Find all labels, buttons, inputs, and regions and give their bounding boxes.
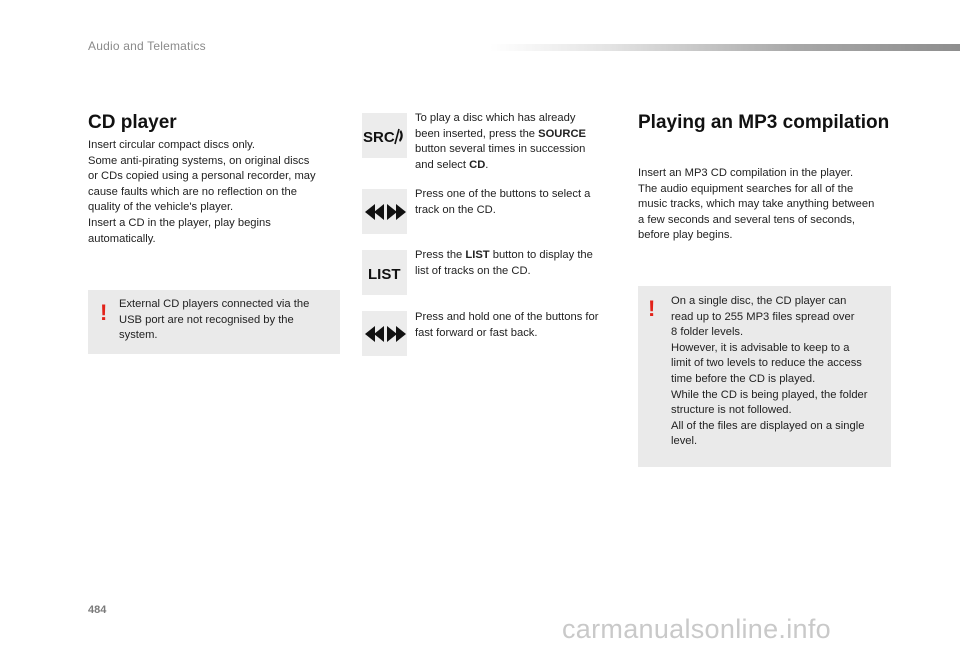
watermark-link[interactable]: carmanualsonline.info <box>562 614 831 644</box>
step-line: and select CD. <box>415 158 489 171</box>
cd-player-body <box>88 138 338 247</box>
warning-line: While the CD is being played, the folder <box>671 388 868 401</box>
body-line: The audio equipment searches for all of the <box>638 182 854 195</box>
warning-line: External CD players connected via the <box>119 298 310 310</box>
mp3-warning-box <box>638 286 891 467</box>
warning-line: read up to 255 MP3 files spread over <box>671 310 855 323</box>
list-label: LIST <box>367 265 400 283</box>
step-line: Press one of the buttons to select a <box>415 188 591 200</box>
warning-line: However, it is advisable to keep to a <box>671 341 850 354</box>
warning-icon: ! <box>100 300 108 325</box>
step-line: been inserted, press the SOURCE <box>415 127 587 140</box>
prev-next-icon-box <box>362 189 407 234</box>
body-line: music tracks, which may take anything between <box>638 198 875 211</box>
step-2-text <box>415 187 615 218</box>
body-line: Insert an MP3 CD compilation in the player. <box>638 167 854 179</box>
warning-line: All of the files are displayed on a single <box>671 419 865 432</box>
warning-line: structure is not followed. <box>671 404 792 417</box>
previous-next-icon <box>364 326 406 342</box>
step-line: list of tracks on the CD. <box>415 264 531 277</box>
warning-line: system. <box>119 329 158 342</box>
page-number: 484 <box>88 604 107 616</box>
body-line: cause faults which are no reflection on the <box>88 185 297 198</box>
previous-next-icon <box>364 204 406 220</box>
src-phone-icon <box>362 124 407 148</box>
mp3-body <box>638 166 898 244</box>
mp3-heading: Playing an MP3 compilation <box>638 112 890 133</box>
body-line: Insert circular compact discs only. <box>88 139 256 151</box>
step-line: button several times in succession <box>415 143 586 156</box>
cd-player-heading: CD player <box>88 112 177 133</box>
step-4-text <box>415 310 615 341</box>
step-line: fast forward or fast back. <box>415 326 538 339</box>
mp3-warning-text <box>671 294 886 450</box>
warning-line: level. <box>671 435 698 448</box>
list-icon <box>365 263 405 283</box>
step-line: To play a disc which has already <box>415 112 576 124</box>
step-line: Press the LIST button to display the <box>415 249 593 261</box>
warning-icon: ! <box>648 296 656 321</box>
src-label: SRC <box>363 128 395 146</box>
warning-line: limit of two levels to reduce the access <box>671 357 862 370</box>
cd-warning-text <box>119 297 334 344</box>
body-line: Some anti-pirating systems, on original discs <box>88 154 310 167</box>
cd-warning-box <box>88 290 340 354</box>
step-1-text <box>415 111 615 173</box>
prev-next-icon-box <box>362 311 407 356</box>
step-line: track on the CD. <box>415 203 496 216</box>
warning-line: 8 folder levels. <box>671 326 744 339</box>
body-line: or CDs copied using a personal recorder, may <box>88 170 316 183</box>
step-3-text <box>415 248 615 279</box>
warning-line: On a single disc, the CD player can <box>671 295 847 307</box>
warning-line: USB port are not recognised by the <box>119 313 294 326</box>
header-gradient-bar <box>490 44 960 51</box>
warning-line: time before the CD is played. <box>671 372 816 385</box>
body-line: before play begins. <box>638 229 733 242</box>
src-button-icon-box <box>362 113 407 158</box>
list-button-icon-box <box>362 250 407 295</box>
step-line: Press and hold one of the buttons for <box>415 311 599 323</box>
body-line: a few seconds and several tens of seconds, <box>638 213 856 226</box>
body-line: automatically. <box>88 232 156 245</box>
section-header-title: Audio and Telematics <box>88 39 206 53</box>
body-line: Insert a CD in the player, play begins <box>88 216 271 229</box>
body-line: quality of the vehicle's player. <box>88 201 234 214</box>
